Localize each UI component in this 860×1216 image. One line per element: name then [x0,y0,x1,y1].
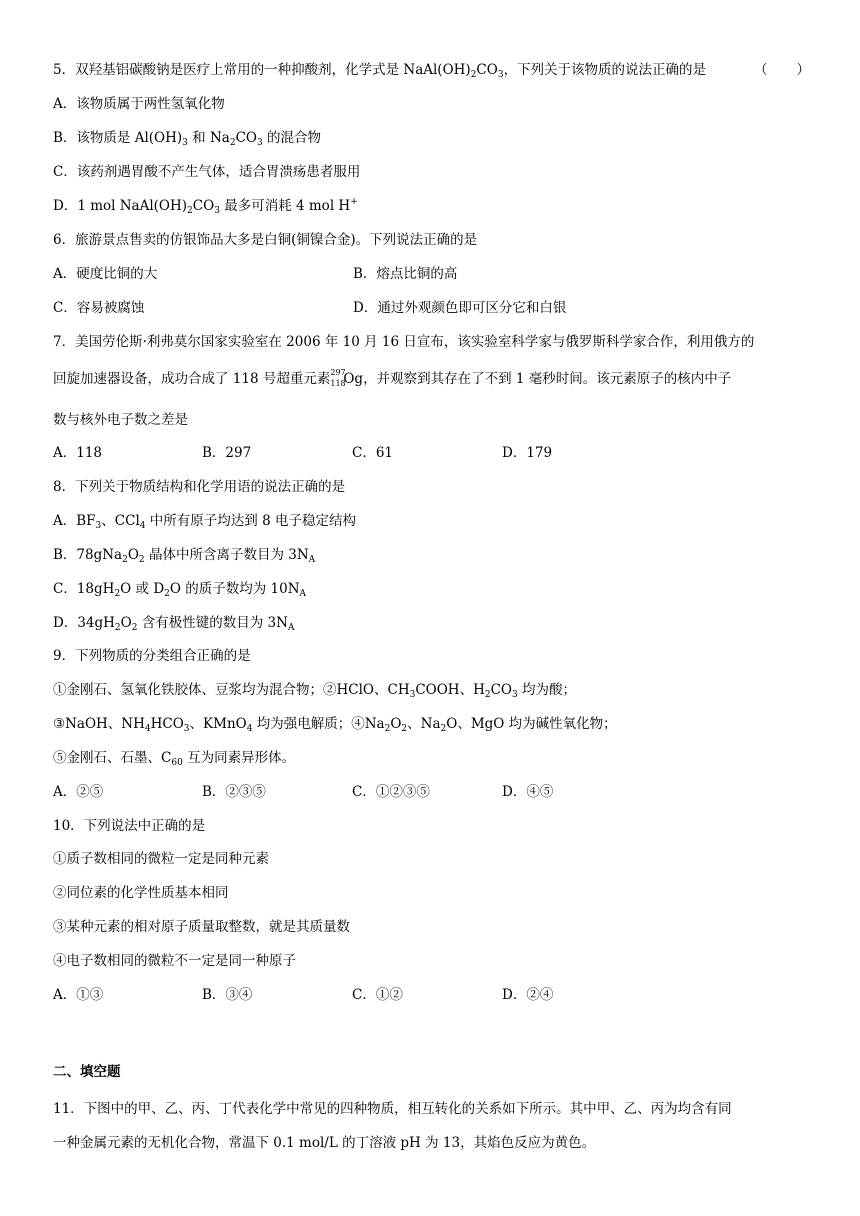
q9-option-d: D．④⑤ [502,784,554,800]
section-title: 二、填空题 [53,1064,121,1080]
q10-item-1: ①质子数相同的微粒一定是同种元素 [53,851,269,867]
q8-stem: 8．下列关于物质结构和化学用语的说法正确的是 [53,479,346,495]
nuclide-notation: 297 118 [330,368,346,388]
q10-item-2: ②同位素的化学性质基本相同 [53,885,229,901]
q8-option-b: B．$78gNa_2O_2$ 晶体中所含离子数目为 $3N_A$ [53,547,316,565]
q6-option-a: A．硬度比铜的大 [53,266,158,282]
q7-stem-line-2: 回旋加速器设备，成功合成了 118 号超重元素 297 118 Og，并观察到其存在了不到 1 毫秒时间。该元素原子的核内中子 [53,368,732,388]
q9-options [53,782,753,802]
q6-stem: 6．旅游景点售卖的仿银饰品大多是白铜(铜镍合金)。下列说法正确的是 [53,232,478,248]
q9-item-line-1: ①金刚石、氢氧化铁胶体、豆浆均为混合物；②HClO、$CH_3COOH$、$H_2CO_3$ 均为酸； [53,682,577,700]
q5-option-d: D．1 mol $NaAl(OH)_2CO_3$ 最多可消耗 4 mol H+ [53,197,358,216]
q6-option-c: C．容易被腐蚀 [53,300,145,316]
q6-options-row-1 [53,264,813,284]
q10-option-b: B．③④ [202,987,253,1003]
q7-option-d: D．179 [502,445,553,461]
q7-stem-line-3: 数与核外电子数之差是 [53,412,188,428]
q5-option-a: A．该物质属于两性氢氧化物 [53,96,225,112]
q7-options [53,443,753,463]
q6-options-row-2 [53,298,813,318]
q11-stem-line-1: 11．下图中的甲、乙、丙、丁代表化学中常见的四种物质，相互转化的关系如下所示。其中甲、乙、丙为均含有同 [53,1101,732,1117]
q10-option-c: C．①② [352,987,403,1003]
q5-option-b: B．该物质是 $Al(OH)_3$ 和 $Na_2CO_3$ 的混合物 [53,130,322,148]
q11-stem-line-2: 一种金属元素的无机化合物，常温下 0.1 mol/L 的丁溶液 pH 为 13，其焰色反应为黄色。 [53,1135,596,1151]
q6-option-b: B．熔点比铜的高 [353,266,458,282]
q10-option-a: A．①③ [53,987,104,1003]
q9-item-line-3: ⑤金刚石、石墨、$C_{60}$ 互为同素异形体。 [53,750,296,768]
answer-bracket: （ ） [754,62,810,78]
q5-option-c: C．该药剂遇胃酸不产生气体，适合胃溃疡患者服用 [53,164,361,180]
q6-option-d: D．通过外观颜色即可区分它和白银 [353,300,567,316]
q10-option-d: D．②④ [502,987,554,1003]
q7-option-a: A．118 [53,445,103,461]
q9-item-line-2: ③NaOH、$NH_4HCO_3$、KMnO$_4$ 均为强电解质；$④Na_2O_2$、$Na_2O$、MgO 均为碱性氧化物； [53,716,617,734]
q8-option-c: C．$18gH_2O$ 或 $D_2O$ 的质子数均为 $10N_A$ [53,581,307,599]
q9-option-a: A．②⑤ [53,784,104,800]
q9-option-b: B．②③⑤ [202,784,266,800]
q10-item-3: ③某种元素的相对原子质量取整数，就是其质量数 [53,919,350,935]
q7-stem-line-1: 7．美国劳伦斯·利弗莫尔国家实验室在 2006 年 10 月 16 日宣布，该实验室科学家与俄罗斯科学家合作，利用俄方的 [53,334,755,350]
q10-stem: 10．下列说法中正确的是 [53,818,206,834]
q9-stem: 9．下列物质的分类组合正确的是 [53,648,251,664]
q7-option-b: B．297 [202,445,252,461]
q7-option-c: C．61 [352,445,394,461]
q10-options [53,985,753,1005]
q8-option-a: A．$BF_3$、CCl$_4$ 中所有原子均达到 8 电子稳定结构 [53,513,356,531]
q10-item-4: ④电子数相同的微粒不一定是同一种原子 [53,953,296,969]
q9-option-c: C．①②③⑤ [352,784,430,800]
q5-stem: 5．双羟基铝碳酸钠是医疗上常用的一种抑酸剂，化学式是 $NaAl(OH)_2CO_3$，下列关于该物质的说法正确的是 [53,62,707,80]
q8-option-d: D．$34gH_2O_2$ 含有极性键的数目为 $3N_A$ [53,615,295,633]
